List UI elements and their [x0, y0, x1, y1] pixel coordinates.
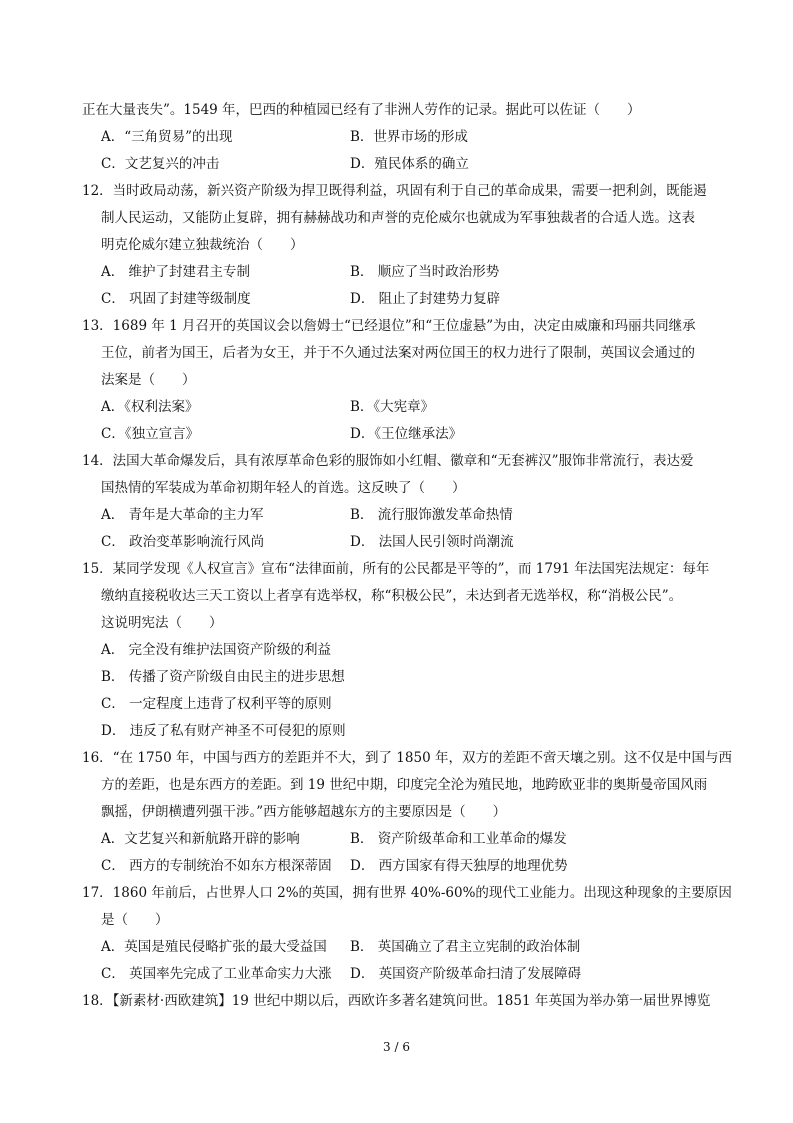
option-d: D． 法国人民引领时尚潮流 [350, 534, 514, 550]
options-row [82, 502, 722, 529]
question-11-continuation: 正在大量丧失”。1549 年，巴西的种植园已经有了非洲人劳作的记录。据此可以佐证（ ） [82, 102, 641, 118]
question-stem-line: 王位，前者为国王，后者为女王，并于不久通过法案对两位国王的权力进行了限制，英国议会通过的 [101, 345, 695, 361]
option-c: C． 英国率先完成了工业革命实力大涨 [101, 966, 332, 982]
options-row [82, 637, 722, 664]
question-stem-line: 方的差距，也是东西方的差距。到 19 世纪中期，印度完全沦为殖民地，地跨欧亚非的奥斯曼帝国风雨 [101, 777, 708, 793]
option-b: B．世界市场的形成 [350, 129, 468, 145]
option-a: A．《权利法案》 [101, 399, 199, 415]
option-c: C． 西方的专制统治不如东方根深蒂固 [101, 858, 332, 874]
question-stem-line: 明克伦威尔建立独裁统治（ ） [101, 237, 304, 253]
question-content [82, 97, 732, 1015]
option-b: B． 流行服饰激发革命热情 [350, 507, 513, 523]
option-b: B．《大宪章》 [350, 399, 435, 415]
option-d: D． 西方国家有得天独厚的地理优势 [350, 858, 568, 874]
option-c: C． 巩固了封建等级制度 [101, 291, 251, 307]
options-row [82, 664, 722, 691]
option-a: A． 完全没有维护法国资产阶级的利益 [101, 642, 332, 658]
options-row [82, 691, 722, 718]
option-d: D．《王位继承法》 [350, 426, 463, 442]
question-stem-line: 12．当时政局动荡，新兴资产阶级为捍卫既得利益，巩固有利于自己的革命成果，需要一把利剑，既能遏 [82, 183, 707, 199]
option-b: B． 资产阶级革命和工业革命的爆发 [350, 831, 567, 847]
question-stem-line: 16．“在 1750 年，中国与西方的差距并不大，到了 1850 年，双方的差距不啻天壤之别。这不仅是中国与西 [82, 750, 732, 766]
option-b: B． 传播了资产阶级自由民主的进步思想 [101, 669, 345, 685]
question-stem-line: 18．【新素材·西欧建筑】19 世纪中期以后，西欧许多著名建筑问世。1851 年英国为举办第一届世界博览 [82, 993, 711, 1009]
question-stem-line: 制人民运动，又能防止复辟，拥有赫赫战功和声誉的克伦威尔也就成为军事独裁者的合适人选。这表 [101, 210, 695, 226]
option-c: C．文艺复兴的冲击 [101, 156, 220, 172]
options-row [82, 286, 722, 313]
options-row [82, 934, 722, 961]
question-stem-line: 飘摇，伊朗横遭列强干涉。”西方能够超越东方的主要原因是（ ） [101, 804, 507, 820]
question-12 [82, 178, 722, 313]
question-stem-line: 13．1689 年 1 月召开的英国议会以詹姆士“已经退位”和“王位虚悬”为由，决定由威廉和玛丽共同继承 [82, 318, 696, 334]
question-stem-line: 17．1860 年前后，占世界人口 2%的英国，拥有世界 40%-60%的现代工业能力。出现这种现象的主要原因 [82, 885, 732, 901]
option-c: C．《独立宣言》 [101, 426, 200, 442]
option-a: A．“三角贸易”的出现 [101, 129, 233, 145]
option-d: D．殖民体系的确立 [350, 156, 469, 172]
options-row [82, 853, 722, 880]
question-15 [82, 556, 722, 745]
options-row [82, 826, 722, 853]
question-stem-line: 国热情的军装成为革命初期年轻人的首选。这反映了（ ） [101, 480, 466, 496]
options-row [82, 124, 722, 151]
option-d: D． 英国资产阶级革命扫清了发展障碍 [350, 966, 582, 982]
question-stem-line: 是（ ） [101, 912, 169, 928]
options-row [82, 151, 722, 178]
options-row [82, 961, 722, 988]
page-number: 3 / 6 [383, 1040, 410, 1054]
question-stem-line: 缴纳直接税收达三天工资以上者享有选举权，称“积极公民”，未达到者无选举权，称“消极公民”。 [101, 588, 683, 604]
option-b: B． 顺应了当时政治形势 [350, 264, 500, 280]
option-c: C． 政治变革影响流行风尚 [101, 534, 265, 550]
question-16 [82, 745, 732, 880]
option-d: D． 阻止了封建势力复辟 [350, 291, 501, 307]
options-row [82, 718, 722, 745]
options-row [82, 529, 722, 556]
option-b: B． 英国确立了君主立宪制的政治体制 [350, 939, 581, 955]
question-stem-line: 15．某同学发现《人权宣言》宣布“法律面前，所有的公民都是平等的”，而 1791 年法国宪法规定：每年 [82, 561, 710, 577]
option-a: A．英国是殖民侵略扩张的最大受益国 [101, 939, 327, 955]
option-a: A． 维护了封建君主专制 [101, 264, 251, 280]
options-row [82, 394, 722, 421]
question-stem-line: 法案是（ ） [101, 372, 196, 388]
options-row [82, 259, 722, 286]
options-row [82, 421, 722, 448]
question-14 [82, 448, 722, 556]
question-17 [82, 880, 732, 988]
option-a: A．文艺复兴和新航路开辟的影响 [101, 831, 300, 847]
question-18 [82, 988, 722, 1015]
question-stem-line: 14．法国大革命爆发后，具有浓厚革命色彩的服饰如小红帽、徽章和“无套裤汉”服饰非常流行，表达爱 [82, 453, 694, 469]
option-c: C． 一定程度上违背了权利平等的原则 [101, 696, 332, 712]
option-d: D． 违反了私有财产神圣不可侵犯的原则 [101, 723, 346, 739]
question-stem-line: 这说明宪法（ ） [101, 615, 223, 631]
option-a: A． 青年是大革命的主力军 [101, 507, 264, 523]
question-13 [82, 313, 722, 448]
